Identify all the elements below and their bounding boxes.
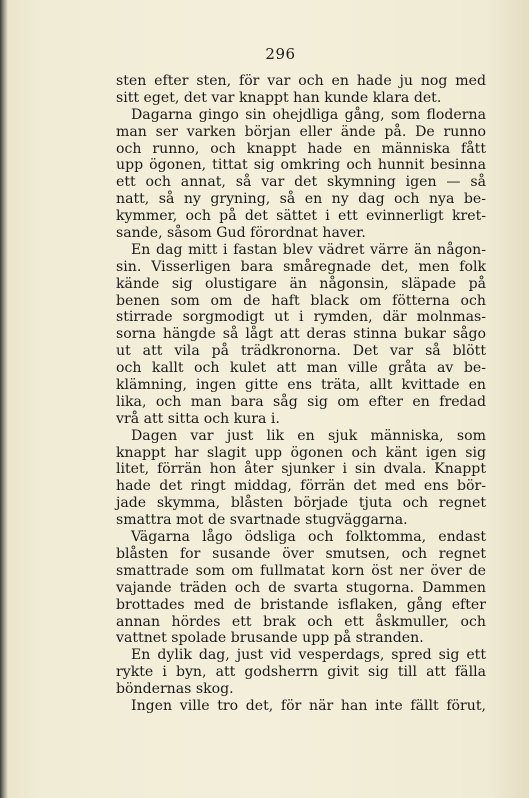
text-line: hade det ringt middag, förrän det med ens bör- [116, 478, 486, 495]
text-line: vattnet spolade brusande upp på stranden. [116, 630, 424, 647]
text-line: jade skymma, blåsten började tjuta och regnet [116, 495, 486, 512]
text-line: böndernas skog. [116, 681, 234, 698]
text-line: smattra mot de svartnade stugväggarna. [116, 512, 408, 529]
text-line: rykte i byn, att godsherrn givit sig till att fälla [116, 664, 486, 681]
text-line: Dagarna gingo sin ohejdliga gång, som floderna [131, 106, 486, 123]
text-line: smattrade som om fullmatat korn öst ner över de [116, 562, 486, 579]
text-line: kymmer, och på det sättet i ett evinnerligt kret- [116, 208, 486, 225]
text-line: sten efter sten, för var och en hade ju nog med [116, 73, 486, 89]
text-line: sande, såsom Gud förordnat haver. [116, 225, 366, 242]
text-line: vrå att sitta och kura i. [116, 410, 280, 427]
text-line: knappt har slagit upp ögonen och känt igen sig [116, 444, 486, 461]
text-line: och kallt och kulet att man ville gråta av be- [116, 360, 486, 377]
text-line: kände sig olustigare än någonsin, släpade på [116, 275, 486, 292]
text-line: sorna hängde så lågt att deras stinna bukar sågo [116, 326, 486, 343]
text-line: benen som om de haft black om fötterna och [116, 292, 486, 309]
text-line: klämning, ingen gitte ens träta, allt kvittade en [116, 377, 486, 394]
text-line: upp ögonen, tittat sig omkring och hunnit besinna [116, 157, 486, 174]
text-line: stirrade sorgmodigt ut i rymden, där molnmas- [116, 309, 486, 326]
text-line: lika, och man bara såg sig om efter en fredad [116, 393, 486, 410]
text-line: man ser varken början eller ände på. De runno [116, 123, 486, 140]
text-line: En dylik dag, just vid vesperdags, spred sig ett [131, 647, 486, 664]
text-line: Ingen ville tro det, för när han inte fällt förut, [131, 697, 486, 714]
text-line: ett och annat, så var det skymning igen — så [116, 174, 486, 191]
text-line: ut att vila på trädkronorna. Det var så blött [116, 343, 486, 360]
text-line: brottades med de bristande isflaken, gång efter [116, 596, 486, 613]
text-line: annan hördes ett brak och ett åskmuller, och [116, 613, 486, 630]
text-line: sin. Visserligen bara småregnade det, men folk [116, 258, 486, 275]
page-number: 296 [265, 45, 296, 63]
text-line: En dag mitt i fastan blev vädret värre än någon- [131, 241, 486, 258]
text-line: och runno, och knappt hade en människa fått [116, 140, 486, 157]
text-line: Vägarna lågo ödsliga och folktomma, endast [131, 529, 486, 546]
text-line: natt, så ny gryning, så en ny dag och nya be- [116, 191, 486, 208]
text-line: vajande träden och de svarta stugorna. Dammen [116, 579, 486, 596]
body-text [116, 73, 486, 715]
text-line: sitt eget, det var knappt han kunde klara det. [116, 89, 442, 106]
text-line: litet, förrän hon åter sjunker i sin dvala. Knappt [116, 461, 486, 478]
text-line: Dagen var just lik en sjuk människa, som [131, 427, 486, 444]
text-line: blåsten for susande över smutsen, och regnet [116, 545, 486, 562]
